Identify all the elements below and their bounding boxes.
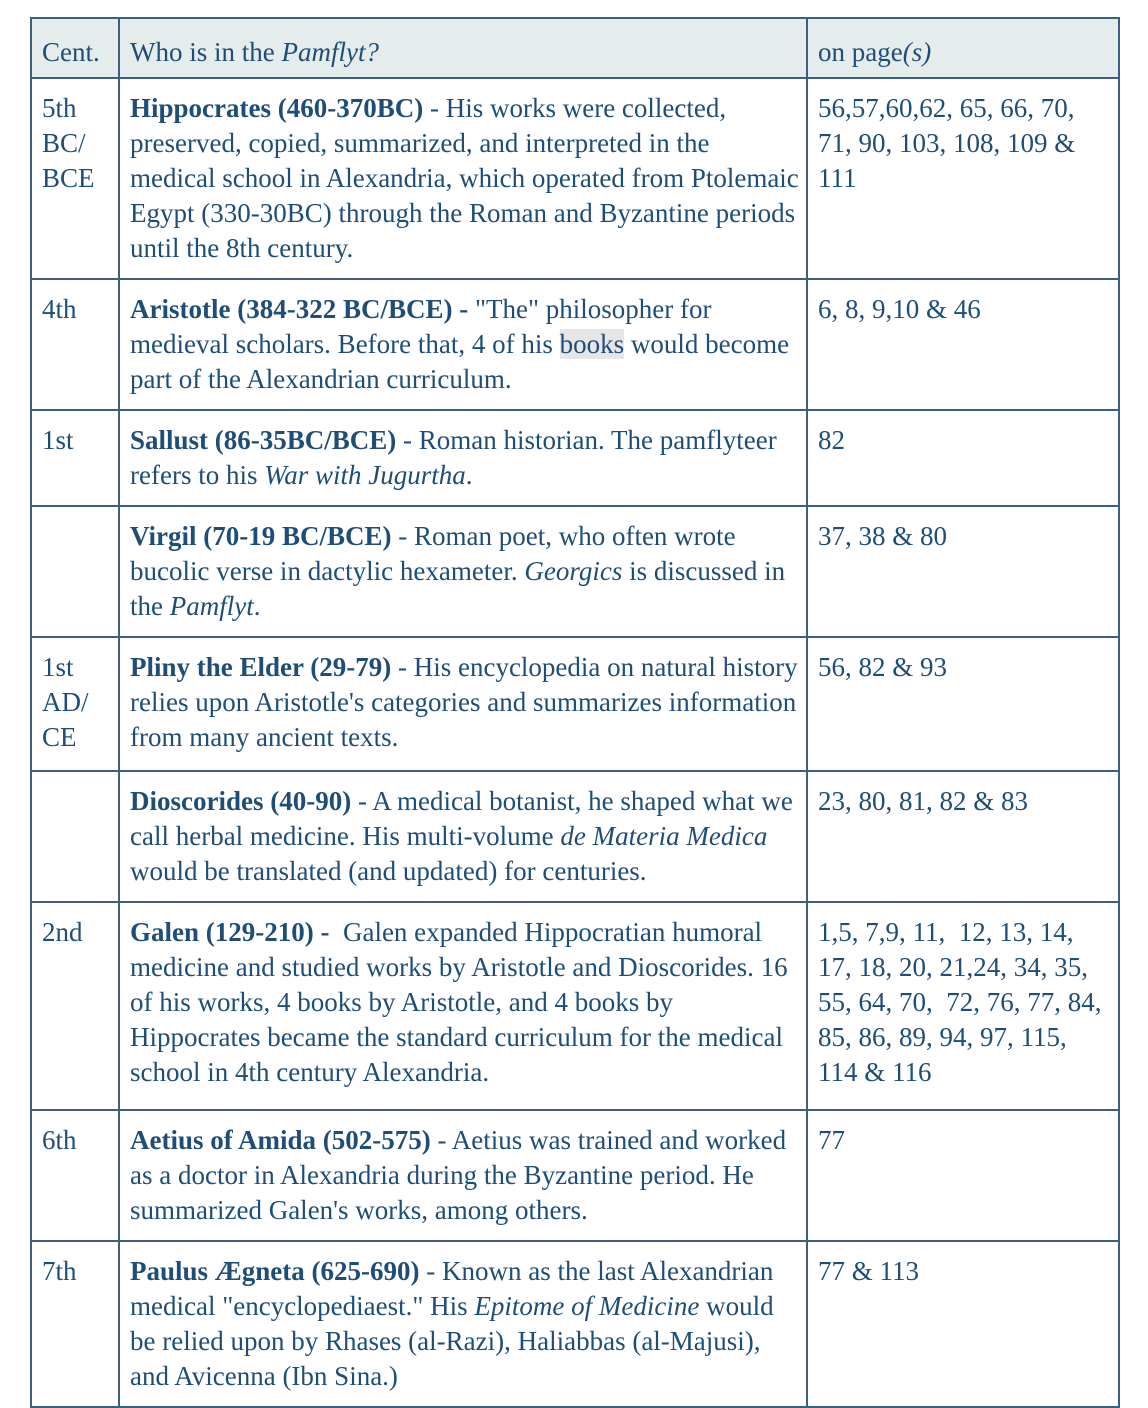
person-cell bbox=[119, 506, 807, 637]
person-name: Virgil (70-19 BC/BCE) bbox=[130, 521, 392, 551]
century-text: BC/ bbox=[42, 128, 86, 158]
table-row bbox=[31, 771, 1119, 902]
table-row bbox=[31, 506, 1119, 637]
person-desc: - Roman historian. The pamflyteer refers to his bbox=[130, 425, 777, 490]
person-desc: His works were collected, preserved, copied, summarized, and interpreted in the medical school in Alexandria, which operated from Ptolemaic Egypt (330-30BC) through the Roman and Byzantine periods until the 8th century. bbox=[130, 93, 799, 263]
century-cell bbox=[31, 902, 119, 1110]
person-cell bbox=[119, 1110, 807, 1241]
person-desc: would be translated (and updated) for centuries. bbox=[130, 856, 647, 886]
work-title: Epitome of Medicine bbox=[474, 1291, 700, 1321]
person-name: Sallust (86-35BC/BCE) bbox=[130, 425, 397, 455]
person-cell bbox=[119, 78, 807, 279]
table-row bbox=[31, 78, 1119, 279]
person-desc: . bbox=[253, 591, 261, 621]
person-desc: - bbox=[423, 93, 446, 123]
century-text: 1st bbox=[42, 652, 74, 682]
pages-cell: 23, 80, 81, 82 & 83 bbox=[807, 771, 1119, 902]
century-cell bbox=[31, 1241, 119, 1407]
person-desc: would be relied upon by Rhases (al-Razi), Haliabbas (al-Majusi), and Avicenna (Ibn Sina.) bbox=[130, 1291, 774, 1391]
person-name: Hippocrates (460-370BC) bbox=[130, 93, 424, 123]
person-desc: would become part of the Alexandrian curriculum. bbox=[130, 329, 790, 394]
pages-cell: 77 bbox=[807, 1110, 1119, 1241]
person-cell bbox=[119, 410, 807, 506]
person-desc: "The" philosopher for medieval scholars. Before that, 4 of his bbox=[130, 294, 712, 359]
century-text: 5th bbox=[42, 93, 77, 123]
person-cell bbox=[119, 279, 807, 410]
person-desc: - His encyclopedia on natural history relies upon Aristotle's categories and summarizes information from many ancient texts. bbox=[130, 652, 798, 752]
table-row bbox=[31, 410, 1119, 506]
person-name: Aristotle (384-322 BC/BCE) - bbox=[130, 294, 469, 324]
century-cell bbox=[31, 410, 119, 506]
header-pages-prefix: on page bbox=[818, 36, 903, 67]
person-desc: - Aetius was trained and worked as a doctor in Alexandria during the Byzantine period. He summarized Galen's works, among others. bbox=[130, 1125, 787, 1225]
pages-cell: 37, 38 & 80 bbox=[807, 506, 1119, 637]
century-cell bbox=[31, 1110, 119, 1241]
century-cell bbox=[31, 771, 119, 902]
person-cell bbox=[119, 637, 807, 771]
header-who-title: Pamflyt? bbox=[281, 36, 379, 67]
pages-cell: 6, 8, 9,10 & 46 bbox=[807, 279, 1119, 410]
person-desc: - A medical botanist, he shaped what we call herbal medicine. His multi-volume bbox=[130, 786, 793, 851]
person-desc: . bbox=[465, 460, 473, 490]
work-title: War with Jugurtha bbox=[264, 460, 466, 490]
century-text: CE bbox=[42, 722, 77, 752]
table-row bbox=[31, 1110, 1119, 1241]
century-text: 2nd bbox=[42, 917, 83, 947]
century-text: AD/ bbox=[42, 687, 89, 717]
pamflyt-table bbox=[30, 17, 1120, 1408]
person-name: Dioscorides (40-90) bbox=[130, 786, 352, 816]
pages-cell: 77 & 113 bbox=[807, 1241, 1119, 1407]
header-pages bbox=[807, 18, 1119, 78]
work-title: de Materia Medica bbox=[560, 821, 768, 851]
person-desc: Galen expanded Hippocratian humoral medicine and studied works by Aristotle and Dioscorides. 16 of his works, 4 books by Aristotle, and 4 books by Hippocrates became the standard curriculum for the medical school in 4th century Alexandria. bbox=[130, 917, 795, 1087]
person-name: Aetius of Amida (502-575) bbox=[130, 1125, 431, 1155]
pages-cell: 1,5, 7,9, 11, 12, 13, 14, 17, 18, 20, 21,24, 34, 35, 55, 64, 70, 72, 76, 77, 84, 85, 86, 89, 94, 97, 115, 114 & 116 bbox=[807, 902, 1119, 1110]
work-title: Georgics bbox=[524, 556, 623, 586]
work-title: Pamflyt bbox=[169, 591, 254, 621]
header-century: Cent. bbox=[31, 18, 119, 78]
person-name: Pliny the Elder (29-79) bbox=[130, 652, 392, 682]
person-cell bbox=[119, 902, 807, 1110]
century-text: BCE bbox=[42, 163, 95, 193]
person-name: Galen (129-210) - bbox=[130, 917, 330, 947]
person-desc: is discussed in the bbox=[130, 556, 786, 621]
century-text: 1st bbox=[42, 425, 74, 455]
header-row bbox=[31, 18, 1119, 78]
century-cell bbox=[31, 279, 119, 410]
highlighted-word: books bbox=[559, 329, 625, 359]
header-pages-suffix: (s) bbox=[902, 36, 932, 67]
pages-cell: 56, 82 & 93 bbox=[807, 637, 1119, 771]
century-text: 4th bbox=[42, 294, 77, 324]
century-text: 6th bbox=[42, 1125, 77, 1155]
person-cell bbox=[119, 771, 807, 902]
person-cell bbox=[119, 1241, 807, 1407]
table-row bbox=[31, 637, 1119, 771]
century-cell bbox=[31, 506, 119, 637]
person-name: Paulus Ægneta (625-690) bbox=[130, 1256, 420, 1286]
pages-cell: 56,57,60,62, 65, 66, 70, 71, 90, 103, 108, 109 & 111 bbox=[807, 78, 1119, 279]
person-desc: - Known as the last Alexandrian medical "encyclopediaest." His bbox=[130, 1256, 774, 1321]
table-row bbox=[31, 902, 1119, 1110]
person-desc: - Roman poet, who often wrote bucolic verse in dactylic hexameter. bbox=[130, 521, 736, 586]
century-cell bbox=[31, 78, 119, 279]
table-row bbox=[31, 279, 1119, 410]
century-cell bbox=[31, 637, 119, 771]
header-who-prefix: Who is in the bbox=[130, 36, 282, 67]
pages-cell: 82 bbox=[807, 410, 1119, 506]
century-text: 7th bbox=[42, 1256, 77, 1286]
header-who bbox=[119, 18, 807, 78]
table-row bbox=[31, 1241, 1119, 1407]
